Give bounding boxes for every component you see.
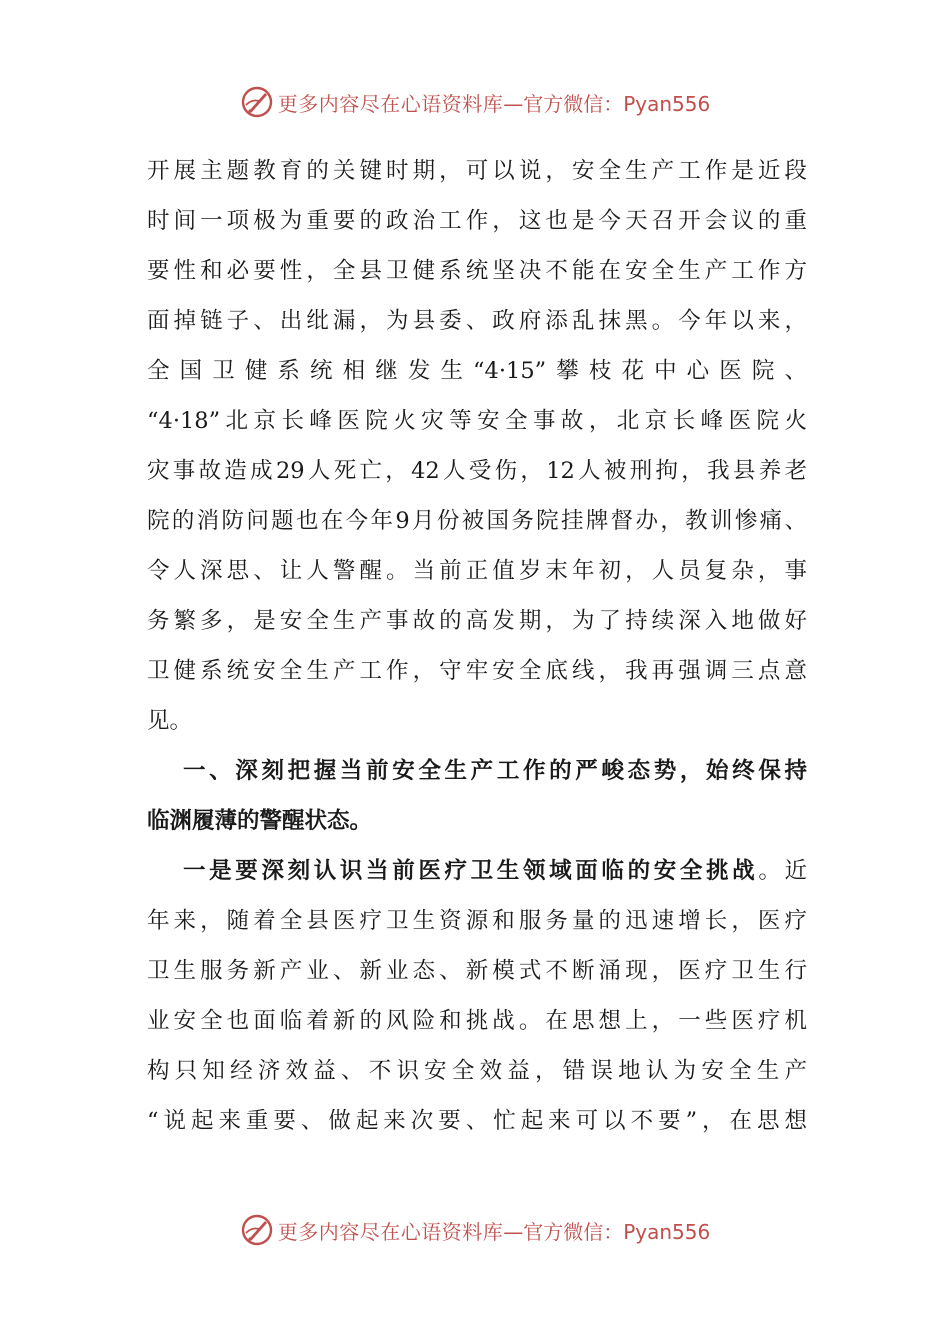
body-line: 卫生服务新产业、新业态、新模式不断涌现，医疗卫生行 (147, 958, 807, 984)
body-line: 要性和必要性，全县卫健系统坚决不能在安全生产工作方 (147, 258, 807, 284)
section-heading-line: 一、深刻把握当前安全生产工作的严峻态势，始终保持 (183, 758, 807, 784)
body-line: 卫健系统安全生产工作，守牢安全底线，我再强调三点意 (147, 658, 807, 684)
footer-contact-text: —官方微信：Pyan556 (503, 1219, 711, 1244)
body-line: 时间一项极为重要的政治工作，这也是今天召开会议的重 (147, 208, 807, 234)
body-line: 务繁多，是安全生产事故的高发期，为了持续深入地做好 (147, 608, 807, 634)
body-line: 业安全也面临着新的风险和挑战。在思想上，一些医疗机 (147, 1008, 807, 1034)
quill-pen-logo-icon (240, 1213, 274, 1247)
header-brand-text: 更多内容尽在心语资料库 (277, 91, 504, 116)
section-heading-line: 临渊履薄的警醒状态。 (147, 808, 373, 834)
body-line: 全国卫健系统相继发生“4·15”攀枝花中心医院、 (147, 358, 807, 384)
footer-banner (0, 1210, 950, 1250)
body-line: 令人深思、让人警醒。当前正值岁末年初，人员复杂，事 (147, 558, 807, 584)
header-banner (0, 82, 950, 122)
paragraph-lead-continuation: 。近 (758, 858, 807, 884)
footer-brand-text: 更多内容尽在心语资料库 (277, 1219, 504, 1244)
body-line: 开展主题教育的关键时期，可以说，安全生产工作是近段 (147, 158, 807, 184)
body-line (147, 846, 807, 896)
body-line: 年来，随着全县医疗卫生资源和服务量的迅速增长，医疗 (147, 908, 807, 934)
document-body (147, 146, 807, 1146)
body-line: 灾事故造成29人死亡，42人受伤，12人被刑拘，我县养老 (147, 458, 807, 484)
body-line: 面掉链子、出纰漏，为县委、政府添乱抹黑。今年以来， (147, 308, 807, 334)
paragraph-lead-sentence: 一是要深刻认识当前医疗卫生领域面临的安全挑战 (183, 858, 759, 884)
quill-pen-logo-icon (240, 85, 274, 119)
body-line: “4·18”北京长峰医院火灾等安全事故，北京长峰医院火 (147, 408, 807, 434)
header-contact-text: —官方微信：Pyan556 (503, 91, 711, 116)
body-line: 构只知经济效益、不识安全效益，错误地认为安全生产 (147, 1058, 807, 1084)
body-line: “说起来重要、做起来次要、忙起来可以不要”，在思想 (147, 1108, 807, 1134)
body-line: 院的消防问题也在今年9月份被国务院挂牌督办，教训惨痛、 (147, 508, 807, 534)
body-line: 见。 (147, 708, 193, 734)
